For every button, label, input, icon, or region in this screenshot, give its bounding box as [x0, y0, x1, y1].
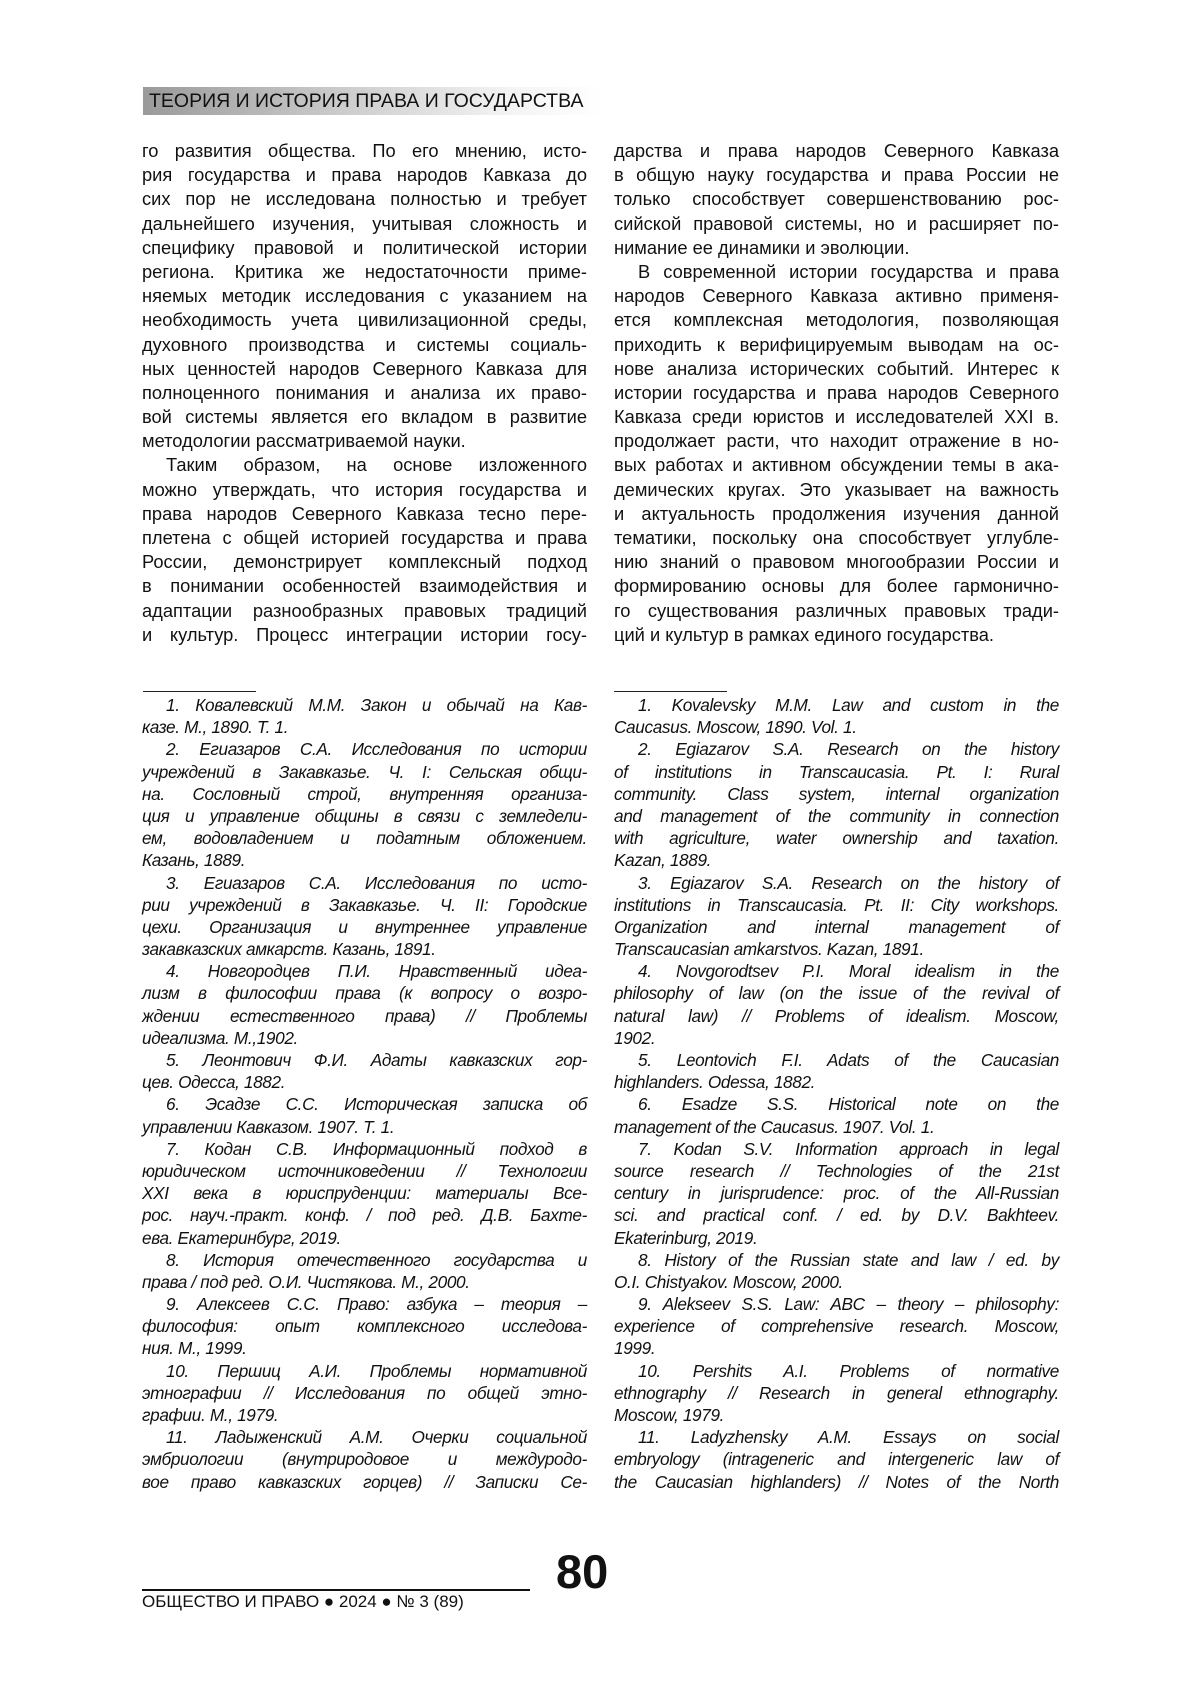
text-line: Transcaucasian amkarstvos. Kazan, 1891. [614, 938, 1059, 960]
text-line: истории государства и права народов Северного [614, 381, 1059, 405]
text-line: адаптации разнообразных правовых традиций [142, 599, 587, 623]
text-line: Ekaterinburg, 2019. [614, 1227, 1059, 1249]
text-line: institutions in Transcaucasia. Pt. II: City workshops. [614, 894, 1059, 916]
reference-item [614, 1360, 1059, 1427]
text-line: плетена с общей историей государства и права [142, 526, 587, 550]
body-column-left [142, 139, 587, 647]
text-line: the Caucasian highlanders) // Notes of the North [614, 1471, 1059, 1493]
text-line: ева. Екатеринбург, 2019. [142, 1227, 587, 1249]
text-line: XXI века в юриспруденции: материалы Все- [142, 1182, 587, 1204]
text-line: 1. Kovalevsky M.M. Law and custom in the [614, 694, 1059, 716]
text-line: закавказских амкарств. Казань, 1891. [142, 938, 587, 960]
text-line: 2. Egiazarov S.A. Research on the history [614, 738, 1059, 760]
text-line: го существования различных правовых тради- [614, 599, 1059, 623]
text-line: Caucasus. Moscow, 1890. Vol. 1. [614, 716, 1059, 738]
text-line: цехи. Организация и внутреннее управление [142, 916, 587, 938]
text-line: специфику правовой и политической истории [142, 236, 587, 260]
text-line: 6. Esadze S.S. Historical note on the [614, 1093, 1059, 1115]
reference-item [142, 1293, 587, 1360]
text-line: рии учреждений в Закавказье. Ч. II: Городские [142, 894, 587, 916]
text-line: of institutions in Transcaucasia. Pt. I: Rural [614, 761, 1059, 783]
text-line: философия: опыт комплексного исследова- [142, 1315, 587, 1337]
text-line: учреждений в Закавказье. Ч. I: Сельская общи- [142, 761, 587, 783]
text-line: в общую науку государства и права России не [614, 163, 1059, 187]
text-line: Таким образом, на основе изложенного [142, 453, 587, 477]
text-line: 11. Ладыженский А.М. Очерки социальной [142, 1426, 587, 1448]
section-title: ТЕОРИЯ И ИСТОРИЯ ПРАВА И ГОСУДАРСТВА [149, 90, 583, 113]
text-line: няемых методик исследования с указанием на [142, 284, 587, 308]
text-line: необходимость учета цивилизационной среды, [142, 308, 587, 332]
text-line: 4. Novgorodtsev P.I. Moral idealism in the [614, 960, 1059, 982]
text-line: ем, водовладением и податным обложением. [142, 827, 587, 849]
references-russian [142, 694, 587, 1493]
text-line: Кавказа среди юристов и исследователей XXI в. [614, 405, 1059, 429]
text-line: 5. Leontovich F.I. Adats of the Caucasian [614, 1049, 1059, 1071]
text-line: дальнейшего изучения, учитывая сложность и [142, 212, 587, 236]
text-line: with agriculture, water ownership and taxation. [614, 827, 1059, 849]
text-line: natural law) // Problems of idealism. Moscow, [614, 1005, 1059, 1027]
text-line: нию знаний о правовом многообразии России и [614, 550, 1059, 574]
text-line: Казань, 1889. [142, 849, 587, 871]
page-number: 80 [556, 1548, 608, 1596]
text-line: эмбриологии (внутриродовое и междуродо- [142, 1448, 587, 1470]
footer-rule [142, 1589, 530, 1591]
text-line: графии. М., 1979. [142, 1404, 587, 1426]
text-line: sci. and practical conf. / ed. by D.V. Bakhteev. [614, 1204, 1059, 1226]
text-line: Organization and internal management of [614, 916, 1059, 938]
text-line: региона. Критика же недостаточности приме- [142, 260, 587, 284]
text-line: только способствует совершенствованию рос- [614, 187, 1059, 211]
text-line: O.I. Chistyakov. Moscow, 2000. [614, 1271, 1059, 1293]
text-line: ния. М., 1999. [142, 1337, 587, 1359]
text-line: ethnography // Research in general ethnography. [614, 1382, 1059, 1404]
text-line: и актуальность продолжения изучения данной [614, 502, 1059, 526]
reference-item [142, 960, 587, 1049]
text-line: казе. М., 1890. Т. 1. [142, 716, 587, 738]
text-line: embryology (intrageneric and intergeneric law of [614, 1448, 1059, 1470]
text-line: демических кругах. Это указывает на важность [614, 478, 1059, 502]
paragraph [614, 139, 1059, 260]
text-line: 4. Новгородцев П.И. Нравственный идеа- [142, 960, 587, 982]
text-line: лизм в философии права (к вопросу о возро- [142, 982, 587, 1004]
reference-item [142, 1360, 587, 1427]
text-line: вых работах и активном обсуждении темы в ака- [614, 453, 1059, 477]
text-line: 1. Ковалевский М.М. Закон и обычай на Кав- [142, 694, 587, 716]
text-line: права народов Северного Кавказа тесно пере- [142, 502, 587, 526]
reference-item [142, 1249, 587, 1293]
paragraph [142, 139, 587, 453]
paragraph [142, 453, 587, 647]
reference-item [142, 694, 587, 738]
reference-item [142, 1426, 587, 1493]
reference-item [614, 872, 1059, 961]
reference-item [142, 1093, 587, 1137]
text-line: 2. Егиазаров С.А. Исследования по истории [142, 738, 587, 760]
text-line: сих пор не исследована полностью и требует [142, 187, 587, 211]
body-column-right [614, 139, 1059, 647]
text-line: 5. Леонтович Ф.И. Адаты кавказских гор- [142, 1049, 587, 1071]
reference-item [142, 872, 587, 961]
text-line: методологии рассматриваемой науки. [142, 429, 587, 453]
reference-item [614, 960, 1059, 1049]
text-line: идеализма. М.,1902. [142, 1027, 587, 1049]
text-line: нове анализа исторических событий. Интерес к [614, 357, 1059, 381]
footnote-separator-left [143, 691, 256, 692]
text-line: сийской правовой системы, но и расширяет по- [614, 212, 1059, 236]
text-line: 3. Егиазаров С.А. Исследования по исто- [142, 872, 587, 894]
text-line: 7. Kodan S.V. Information approach in legal [614, 1138, 1059, 1160]
text-line: го развития общества. По его мнению, исто- [142, 139, 587, 163]
text-line: 3. Egiazarov S.A. Research on the history of [614, 872, 1059, 894]
section-header-band [143, 87, 603, 115]
text-line: формированию основы для более гармонично- [614, 574, 1059, 598]
text-line: приходить к верифицируемым выводам на ос- [614, 333, 1059, 357]
text-line: этнографии // Исследования по общей этно- [142, 1382, 587, 1404]
text-line: 1999. [614, 1337, 1059, 1359]
text-line: 6. Эсадзе С.С. Историческая записка об [142, 1093, 587, 1115]
text-line: Kazan, 1889. [614, 849, 1059, 871]
text-line: цев. Одесса, 1882. [142, 1071, 587, 1093]
text-line: тематики, поскольку она способствует углубле- [614, 526, 1059, 550]
journal-footer: ОБЩЕСТВО И ПРАВО ● 2024 ● № 3 (89) [142, 1592, 464, 1612]
text-line: России, демонстрирует комплексный подход [142, 550, 587, 574]
reference-item [614, 738, 1059, 871]
reference-item [614, 1138, 1059, 1249]
text-line: Moscow, 1979. [614, 1404, 1059, 1426]
text-line: ция и управление общины в связи с земледели- [142, 805, 587, 827]
text-line: народов Северного Кавказа активно применя- [614, 284, 1059, 308]
text-line: 10. Першиц А.И. Проблемы нормативной [142, 1360, 587, 1382]
text-line: на. Сословный строй, внутренняя организа- [142, 783, 587, 805]
text-line: рос. науч.-практ. конф. / под ред. Д.В. Бахте- [142, 1204, 587, 1226]
text-line: вое право кавказских горцев) // Записки Се- [142, 1471, 587, 1493]
text-line: 9. Alekseev S.S. Law: ABC – theory – philosophy: [614, 1293, 1059, 1315]
reference-item [142, 1138, 587, 1249]
reference-item [614, 1249, 1059, 1293]
text-line: юридическом источниковедении // Технологии [142, 1160, 587, 1182]
text-line: дарства и права народов Северного Кавказа [614, 139, 1059, 163]
footnote-separator-right [614, 691, 727, 692]
reference-item [614, 1093, 1059, 1137]
references-english [614, 694, 1059, 1493]
text-line: в понимании особенностей взаимодействия и [142, 574, 587, 598]
reference-item [614, 1049, 1059, 1093]
text-line: можно утверждать, что история государства и [142, 478, 587, 502]
text-line: 1902. [614, 1027, 1059, 1049]
reference-item [614, 694, 1059, 738]
reference-item [614, 1293, 1059, 1360]
text-line: community. Class system, internal organization [614, 783, 1059, 805]
text-line: source research // Technologies of the 21st [614, 1160, 1059, 1182]
text-line: century in jurisprudence: proc. of the All-Russian [614, 1182, 1059, 1204]
text-line: highlanders. Odessa, 1882. [614, 1071, 1059, 1093]
text-line: 10. Pershits A.I. Problems of normative [614, 1360, 1059, 1382]
text-line: и культур. Процесс интеграции истории госу- [142, 623, 587, 647]
text-line: духовного производства и системы социаль- [142, 333, 587, 357]
text-line: 9. Алексеев С.С. Право: азбука – теория – [142, 1293, 587, 1315]
text-line: полноценного понимания и анализа их право- [142, 381, 587, 405]
text-line: experience of comprehensive research. Moscow, [614, 1315, 1059, 1337]
reference-item [614, 1426, 1059, 1493]
paragraph [614, 260, 1059, 647]
text-line: management of the Caucasus. 1907. Vol. 1. [614, 1116, 1059, 1138]
reference-item [142, 738, 587, 871]
reference-item [142, 1049, 587, 1093]
text-line: В современной истории государства и права [614, 260, 1059, 284]
text-line: ных ценностей народов Северного Кавказа для [142, 357, 587, 381]
text-line: продолжает расти, что находит отражение в но- [614, 429, 1059, 453]
text-line: права / под ред. О.И. Чистякова. М., 2000. [142, 1271, 587, 1293]
text-line: ций и культур в рамках единого государства. [614, 623, 1059, 647]
text-line: 11. Ladyzhensky A.M. Essays on social [614, 1426, 1059, 1448]
text-line: нимание ее динамики и эволюции. [614, 236, 1059, 260]
text-line: 8. История отечественного государства и [142, 1249, 587, 1271]
text-line: вой системы является его вкладом в развитие [142, 405, 587, 429]
text-line: 7. Кодан С.В. Информационный подход в [142, 1138, 587, 1160]
text-line: philosophy of law (on the issue of the revival of [614, 982, 1059, 1004]
text-line: рия государства и права народов Кавказа до [142, 163, 587, 187]
text-line: and management of the community in connection [614, 805, 1059, 827]
text-line: управлении Кавказом. 1907. Т. 1. [142, 1116, 587, 1138]
text-line: ется комплексная методология, позволяющая [614, 308, 1059, 332]
text-line: 8. History of the Russian state and law / ed. by [614, 1249, 1059, 1271]
text-line: ждении естественного права) // Проблемы [142, 1005, 587, 1027]
